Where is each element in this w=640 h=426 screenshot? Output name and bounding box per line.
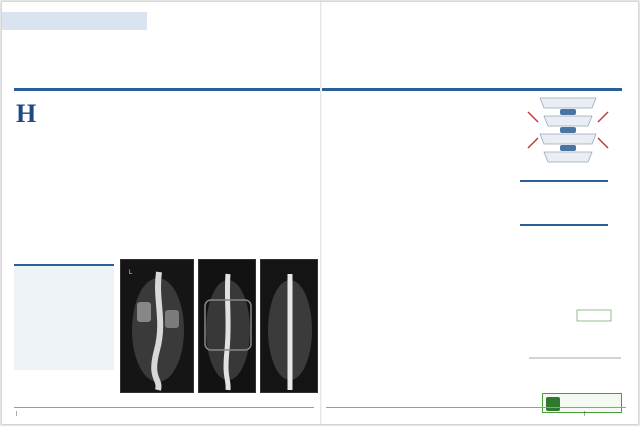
article-column-6 <box>432 230 520 374</box>
article-column-2 <box>118 102 213 252</box>
footer-left-page: | <box>16 411 18 417</box>
footer-rule-right <box>326 407 626 408</box>
spine-illustration <box>520 92 616 174</box>
page-gutter <box>320 2 322 424</box>
xray-image-2 <box>198 259 256 393</box>
article-column-4 <box>332 102 426 374</box>
xray-image-1 <box>120 259 194 393</box>
growth-hormone-chart <box>527 298 623 364</box>
correction-results-box <box>14 264 114 370</box>
xray-image-3 <box>260 259 318 393</box>
article-column-1 <box>16 102 111 252</box>
article-column-5 <box>432 102 516 132</box>
headline-rule-left <box>14 88 320 91</box>
footer-rule-left <box>14 407 314 408</box>
footer-right-page: | <box>584 411 586 417</box>
magazine-spread <box>2 2 638 424</box>
ce-credits-link[interactable] <box>542 393 622 413</box>
headline-rule-right <box>322 88 622 91</box>
sponsor-logo-icon <box>546 397 560 411</box>
svg-text:L: L <box>129 270 133 276</box>
section-banner <box>2 12 147 30</box>
article-column-3 <box>220 102 314 252</box>
chart-annotation-box <box>577 310 611 321</box>
pull-quote <box>520 180 608 226</box>
drop-cap: H <box>16 102 37 128</box>
